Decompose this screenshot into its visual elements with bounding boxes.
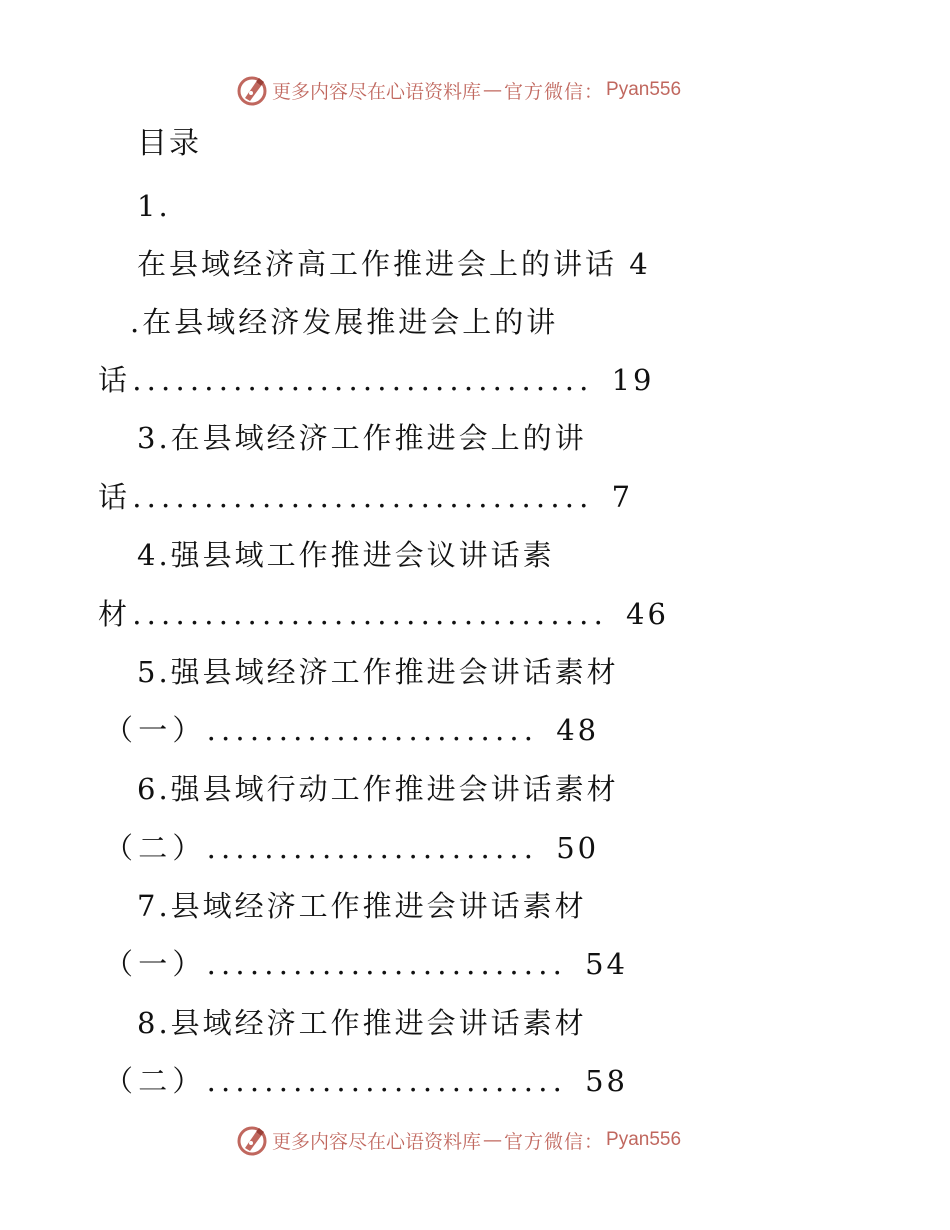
toc-line-15 (137, 1003, 587, 1043)
toc-line-text: .在县域经济发展推进会上的讲 (130, 305, 559, 339)
watermark-sub-text: 官方微信： (504, 1130, 605, 1153)
toc-line-2 (137, 244, 651, 284)
pen-logo-icon (236, 74, 268, 106)
toc-line-1 (137, 186, 171, 226)
watermark-wechat-id: Pyan556 (606, 79, 682, 100)
toc-line-text: （二）......................... (104, 1064, 568, 1098)
toc-line-3 (130, 302, 558, 342)
toc-line-9 (137, 652, 619, 692)
toc-page-number: 58 (585, 1064, 628, 1098)
toc-line-4 (98, 360, 655, 400)
toc-line-16 (104, 1061, 628, 1101)
toc-line-text: 7.县域经济工作推进会讲话素材 (137, 889, 587, 923)
toc-line-10 (104, 710, 599, 750)
toc-line-text: （二）....................... (104, 831, 539, 865)
toc-line-7 (137, 535, 555, 575)
toc-page-number: 50 (556, 831, 600, 865)
toc-page-number: 19 (611, 363, 655, 397)
toc-page-number: 46 (626, 597, 669, 631)
toc-page-number: 54 (585, 947, 628, 981)
watermark-dash: — (483, 79, 503, 101)
toc-line-text: 话................................ (98, 363, 594, 397)
watermark-main-text: 更多内容尽在心语资料库 (272, 1130, 482, 1153)
toc-line-text: （一）......................... (104, 947, 568, 981)
toc-line-text: 8.县域经济工作推进会讲话素材 (137, 1006, 587, 1040)
toc-title: 目录 (137, 126, 201, 161)
toc-line-12 (104, 828, 599, 868)
toc-line-text: 话................................ (98, 480, 594, 514)
toc-line-11 (137, 769, 619, 809)
toc-line-13 (137, 886, 587, 926)
toc-line-text: （一）....................... (104, 713, 539, 747)
watermark-banner-bottom (236, 1122, 716, 1158)
toc-line-text: 1. (137, 189, 171, 223)
toc-line-text: 在县域经济高工作推进会上的讲话 4 (137, 247, 651, 281)
watermark-main-text: 更多内容尽在心语资料库 (272, 80, 482, 103)
toc-line-6 (98, 477, 633, 517)
watermark-wechat-id: Pyan556 (606, 1129, 682, 1150)
toc-line-text: 材................................. (98, 597, 609, 631)
toc-page-number: 48 (556, 713, 600, 747)
watermark-sub-text: 官方微信： (504, 80, 605, 103)
pen-logo-icon (236, 1124, 268, 1156)
toc-line-5 (137, 418, 587, 458)
toc-line-text: 6.强县域行动工作推进会讲话素材 (137, 772, 619, 806)
toc-line-8 (98, 594, 669, 634)
toc-line-text: 5.强县域经济工作推进会讲话素材 (137, 655, 619, 689)
toc-line-text: 4.强县域工作推进会议讲话素 (137, 538, 555, 572)
toc-line-14 (104, 944, 628, 984)
toc-line-text: 3.在县域经济工作推进会上的讲 (137, 421, 587, 455)
watermark-banner-top (236, 72, 716, 108)
watermark-dash: — (483, 1129, 503, 1151)
toc-page-number: 7 (611, 480, 634, 514)
